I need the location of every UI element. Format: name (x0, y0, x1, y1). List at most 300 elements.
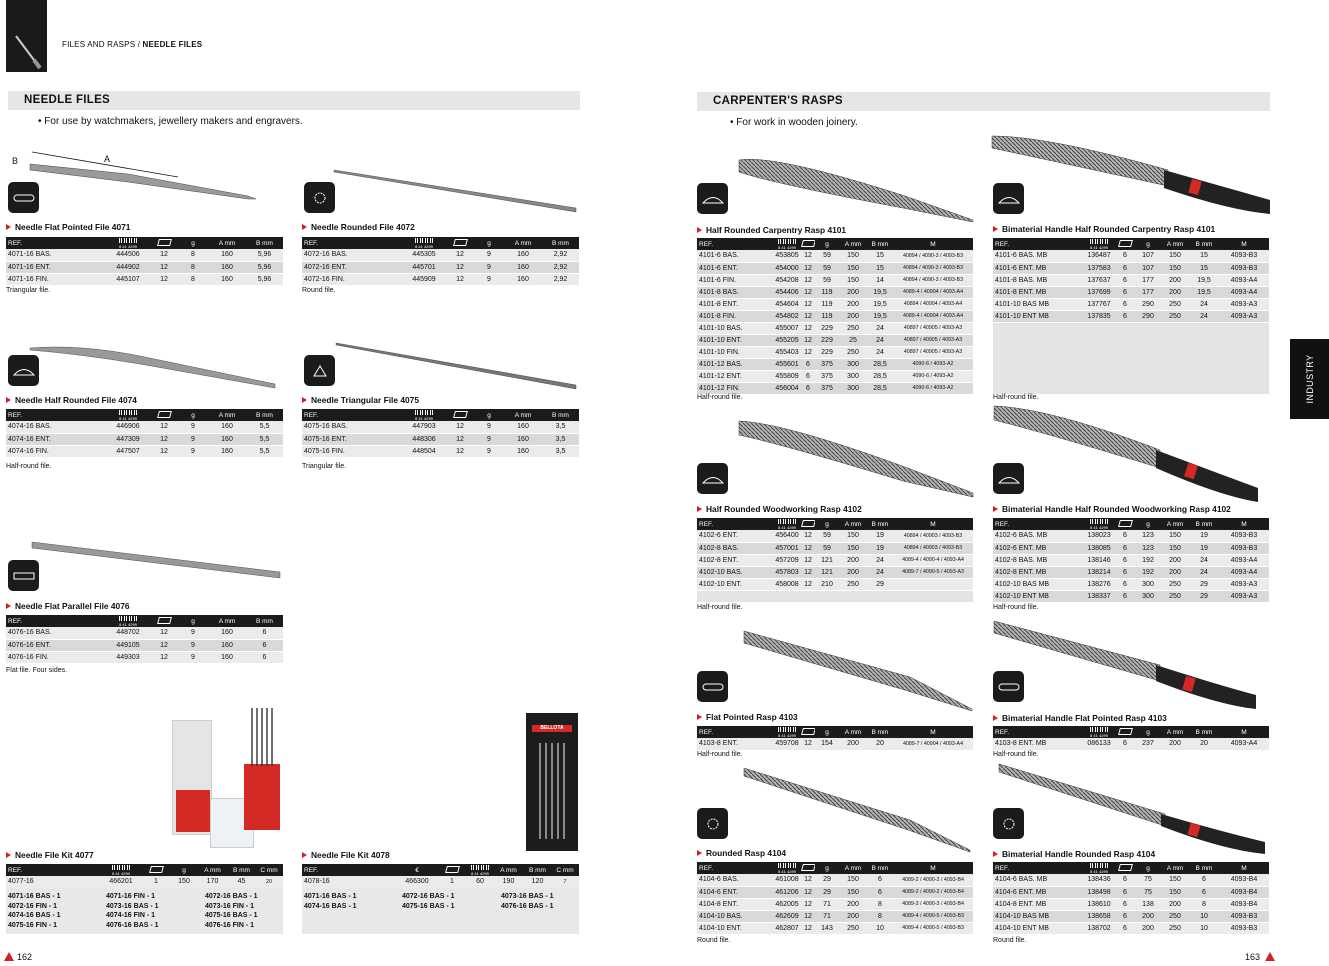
table-cell: 6 (1115, 250, 1135, 262)
breadcrumb-current: NEEDLE FILES (142, 40, 203, 49)
column-header: REF. (697, 518, 773, 530)
table-cell: 9 (178, 639, 208, 651)
table-cell: 6 (1115, 886, 1135, 898)
product-note-4071: Triangular file. (6, 287, 51, 294)
kit-item: 4074-16 FIN - 1 (106, 912, 156, 919)
product-image-4103 (740, 625, 975, 715)
product-note-4103mb: Half-round file. (993, 751, 1039, 758)
table-cell: 138702 (1083, 922, 1115, 934)
product-note-4076: Flat file. Four sides. (6, 667, 68, 674)
column-header: A mm (1161, 726, 1189, 738)
table-cell: 19,5 (1189, 274, 1219, 286)
table-cell: 8 (178, 273, 208, 285)
table-cell: 138610 (1083, 898, 1115, 910)
table-row (6, 876, 283, 888)
table-cell: 12 (446, 249, 474, 261)
table-cell: 28,5 (867, 370, 893, 382)
table-cell: 138085 (1083, 542, 1115, 554)
table-cell: 300 (1135, 578, 1161, 590)
column-header: M (1219, 518, 1269, 530)
table-cell: 138658 (1083, 910, 1115, 922)
product-image-4104 (740, 762, 975, 857)
table-cell: 19,5 (867, 298, 893, 310)
barcode-icon: 8 41 4299 (773, 518, 801, 530)
table-cell: 10 (1189, 910, 1219, 922)
barcode-icon: 8 41 4299 (1083, 726, 1115, 738)
barcode-icon: 8 41 4299 (773, 862, 801, 874)
kit-contents-4077 (6, 888, 283, 934)
table-cell: 9 (474, 433, 504, 445)
column-header: A mm (1161, 862, 1189, 874)
table-cell: 12 (801, 910, 815, 922)
table-cell: 138498 (1083, 886, 1115, 898)
table-cell: 40897 / 40905 / 4093-A3 (893, 346, 973, 358)
product-title-4103mb: Bimaterial Handle Flat Pointed Rasp 4103 (993, 713, 1167, 723)
table-cell: 4102-8 ENT. MB (993, 566, 1083, 578)
table-cell: 6 (246, 639, 283, 651)
barcode-icon: 8 41 4299 (1083, 238, 1115, 250)
table-cell: 160 (208, 249, 246, 261)
table-cell: 4090-6 / 4093-A2 (893, 382, 973, 394)
table-cell: 6 (246, 627, 283, 639)
table-cell: 4102-6 ENT. (697, 530, 773, 542)
column-header: g (178, 409, 208, 421)
table-cell: 4102-10 BAS MB (993, 578, 1083, 590)
table-cell: 160 (208, 433, 246, 445)
section-intro: • For use by watchmakers, jewellery makers and engravers. (38, 116, 303, 127)
table-cell: 4104-6 ENT. (697, 886, 773, 898)
table-cell: 4093-A3 (1219, 590, 1269, 602)
table-cell: 200 (1135, 922, 1161, 934)
table-cell: 107 (1135, 250, 1161, 262)
product-image-4102 (735, 415, 975, 500)
product-title-4102: Half Rounded Woodworking Rasp 4102 (697, 504, 862, 514)
table-cell: 150 (1161, 874, 1189, 886)
table-cell: 4093-B3 (1219, 530, 1269, 542)
table-row (993, 578, 1269, 590)
table-cell: 59 (815, 262, 839, 274)
table-cell: 138023 (1083, 530, 1115, 542)
kit-item: 4074-16 BAS - 1 (304, 902, 357, 910)
table-cell: 12 (801, 738, 815, 750)
table-cell: 6 (1115, 566, 1135, 578)
table-cell: 5,5 (246, 421, 283, 433)
table-cell: 19,5 (867, 286, 893, 298)
spec-table-4102 (697, 518, 973, 591)
column-header: B mm (867, 238, 893, 250)
table-row (993, 874, 1269, 886)
table-cell: 6 (1115, 874, 1135, 886)
table-cell: 2,92 (542, 249, 579, 261)
table-cell: 12 (801, 578, 815, 590)
column-header: g (815, 862, 839, 874)
table-cell: 4074-16 FIN. (6, 445, 106, 457)
table-cell: 4093-B4 (1219, 898, 1269, 910)
table-row (302, 421, 579, 433)
table-row (993, 590, 1269, 602)
table-cell: 454406 (773, 286, 801, 298)
product-note-4101mb: Half-round file. (993, 394, 1039, 401)
column-header: g (474, 237, 504, 249)
table-cell: 459708 (773, 738, 801, 750)
table-cell: 192 (1135, 566, 1161, 578)
table-cell: 6 (867, 874, 893, 886)
table-cell: 4093-B4 (1219, 874, 1269, 886)
table-cell: 250 (839, 578, 867, 590)
table-row (993, 566, 1269, 578)
package-icon (1115, 518, 1135, 530)
table-row (993, 554, 1269, 566)
table-cell: 454802 (773, 310, 801, 322)
table-cell: 15 (867, 250, 893, 262)
product-title-4102mb: Bimaterial Handle Half Rounded Woodworking Rasp 4102 (993, 504, 1231, 514)
spec-table-4076 (6, 615, 283, 664)
table-cell: 150 (839, 274, 867, 286)
table-cell: 24 (867, 346, 893, 358)
table-cell: 75 (1135, 886, 1161, 898)
table-cell: 4072-16 BAS. (302, 249, 402, 261)
table-cell: 6 (1115, 542, 1135, 554)
product-title-4074: Needle Half Rounded File 4074 (6, 395, 137, 405)
table-cell: 4102-6 BAS. MB (993, 530, 1083, 542)
column-header: B mm (867, 518, 893, 530)
table-cell: 4076-16 ENT. (6, 639, 106, 651)
table-cell: 447309 (106, 433, 150, 445)
table-row (697, 886, 973, 898)
table-cell: 2,92 (542, 273, 579, 285)
table-cell: 4101-8 BAS. MB (993, 274, 1083, 286)
table-cell: 290 (1135, 298, 1161, 310)
table-cell: 375 (815, 382, 839, 394)
barcode-icon: 8 41 4299 (106, 237, 150, 249)
table-cell: 200 (839, 286, 867, 298)
table-cell: 4101-10 ENT MB (993, 310, 1083, 322)
table-cell: 4101-10 ENT. (697, 334, 773, 346)
column-header: A mm (1161, 518, 1189, 530)
table-cell: 15 (1189, 262, 1219, 274)
table-cell: 4101-8 BAS. (697, 286, 773, 298)
package-icon (1115, 238, 1135, 250)
table-cell: 200 (839, 910, 867, 922)
table-cell: 9 (474, 249, 504, 261)
kit-item: 4074-16 BAS - 1 (8, 912, 61, 919)
breadcrumb (62, 40, 202, 49)
table-cell: 4076-16 FIN. (6, 651, 106, 663)
column-header: M (1219, 238, 1269, 250)
table-cell: 449105 (106, 639, 150, 651)
table-cell: 59 (815, 542, 839, 554)
table-cell: 4089-7 / 40904 / 4093-A4 (893, 738, 973, 750)
table-cell: 4104-8 ENT. (697, 898, 773, 910)
table-cell: 4093-A3 (1219, 310, 1269, 322)
column-header: g (171, 864, 197, 876)
table-row (993, 898, 1269, 910)
table-cell: 455205 (773, 334, 801, 346)
column-header: g (1135, 726, 1161, 738)
package-icon (1115, 862, 1135, 874)
table-filler (697, 590, 973, 602)
table-cell: 229 (815, 334, 839, 346)
table-cell: 6 (1115, 578, 1135, 590)
table-cell: 160 (208, 261, 246, 273)
table-row (697, 262, 973, 274)
table-row (697, 346, 973, 358)
table-row (302, 261, 579, 273)
table-cell: 12 (150, 421, 178, 433)
table-cell: 12 (446, 421, 474, 433)
table-cell: 24 (1189, 310, 1219, 322)
product-title-4101mb: Bimaterial Handle Half Rounded Carpentry Rasp 4101 (993, 224, 1215, 234)
table-row (697, 298, 973, 310)
table-cell: 4101-10 BAS MB (993, 298, 1083, 310)
column-header: REF. (302, 237, 402, 249)
half-round-profile-icon (697, 463, 728, 494)
table-cell: 160 (504, 261, 542, 273)
table-cell: 123 (1135, 530, 1161, 542)
table-row (993, 298, 1269, 310)
table-cell: 40894 / 4090-3 / 4093-B3 (893, 274, 973, 286)
table-cell: 12 (801, 250, 815, 262)
table-row (993, 922, 1269, 934)
table-cell: 200 (839, 298, 867, 310)
flat-pointed-profile-icon (697, 671, 728, 702)
table-cell: 40897 / 40905 / 4093-A3 (893, 322, 973, 334)
column-header: B mm (524, 864, 551, 876)
table-cell: 12 (801, 346, 815, 358)
table-cell: 210 (815, 578, 839, 590)
column-header: B mm (246, 237, 283, 249)
kit-item: 4072-16 BAS - 1 (402, 893, 455, 900)
table-cell: 4093-B4 (1219, 886, 1269, 898)
table-cell: 24 (867, 322, 893, 334)
column-header: g (1135, 238, 1161, 250)
column-header: B mm (246, 409, 283, 421)
table-cell (893, 578, 973, 590)
table-cell: 160 (208, 421, 246, 433)
table-cell: 4078-16 (302, 876, 397, 888)
package-icon (446, 409, 474, 421)
kit-item: 4076-16 BAS - 1 (501, 902, 554, 910)
table-cell: 29 (867, 578, 893, 590)
category-logo (6, 0, 47, 72)
spec-table-4077 (6, 864, 283, 889)
product-image-4102mb (990, 400, 1262, 505)
table-cell: 12 (150, 433, 178, 445)
table-cell: 4093-A3 (1219, 298, 1269, 310)
spec-table-4075 (302, 409, 579, 458)
table-row (697, 542, 973, 554)
table-cell: 192 (1135, 554, 1161, 566)
table-cell: 150 (839, 250, 867, 262)
table-cell: 5,96 (246, 261, 283, 273)
column-header: M (893, 238, 973, 250)
table-row (697, 554, 973, 566)
spec-table-4101 (697, 238, 973, 395)
table-cell: 40894 / 40903 / 4093-B3 (893, 530, 973, 542)
column-header: M (893, 862, 973, 874)
table-cell: 160 (504, 433, 542, 445)
table-cell: 4104-6 BAS. MB (993, 874, 1083, 886)
product-title-4104mb: Bimaterial Handle Rounded Rasp 4104 (993, 849, 1155, 859)
table-cell: 75 (1135, 874, 1161, 886)
breadcrumb-section: FILES AND RASPS / (62, 40, 141, 49)
table-cell: 4076-16 BAS. (6, 627, 106, 639)
table-cell: 4093-A3 (1219, 578, 1269, 590)
table-cell: 200 (1135, 910, 1161, 922)
table-cell: 25 (839, 334, 867, 346)
table-cell: 12 (801, 298, 815, 310)
table-cell: 5,96 (246, 249, 283, 261)
table-cell: 200 (839, 566, 867, 578)
table-cell: 138436 (1083, 874, 1115, 886)
table-row (697, 578, 973, 590)
table-cell: 12 (801, 334, 815, 346)
table-row (697, 274, 973, 286)
kit-item: 4075-16 FIN - 1 (8, 921, 58, 929)
table-cell: 71 (815, 898, 839, 910)
table-cell: 6 (1189, 886, 1219, 898)
table-cell: 455007 (773, 322, 801, 334)
column-header: REF. (697, 862, 773, 874)
kit-item: 4073-16 BAS - 1 (106, 902, 159, 910)
table-cell: 250 (1161, 298, 1189, 310)
table-cell: 12 (801, 310, 815, 322)
table-cell: 60 (467, 876, 493, 888)
table-cell: 9 (178, 433, 208, 445)
table-cell: 12 (801, 542, 815, 554)
table-cell: 9 (178, 421, 208, 433)
table-row (993, 262, 1269, 274)
table-cell: 137699 (1083, 286, 1115, 298)
table-cell: 150 (1161, 250, 1189, 262)
table-cell: 123 (1135, 542, 1161, 554)
table-row (993, 250, 1269, 262)
table-cell: 4089-4 / 4090-5 / 4093-B3 (893, 910, 973, 922)
table-cell: 4089-3 / 4090-3 / 4093-B4 (893, 898, 973, 910)
package-icon (150, 409, 178, 421)
table-row (697, 370, 973, 382)
barcode-icon: 8 41 4299 (1083, 862, 1115, 874)
side-tab-industry (1290, 339, 1329, 419)
table-cell: 9 (178, 627, 208, 639)
kit-item: 4072-16 FIN - 1 (8, 902, 58, 910)
brand-label: BELLOTA (532, 725, 572, 732)
column-header: REF. (6, 615, 106, 627)
table-row (993, 886, 1269, 898)
column-header: M (1219, 862, 1269, 874)
table-cell: 120 (524, 876, 551, 888)
spec-table-4102mb (993, 518, 1269, 603)
column-header: M (893, 518, 973, 530)
kit-item: 4072-16 BAS - 1 (205, 893, 258, 900)
table-cell: 138214 (1083, 566, 1115, 578)
table-cell: 150 (839, 262, 867, 274)
table-cell: 45 (228, 876, 255, 888)
table-cell: 12 (801, 530, 815, 542)
table-cell: 138146 (1083, 554, 1115, 566)
column-header: REF. (993, 726, 1083, 738)
table-cell: 4102-8 BAS. (697, 542, 773, 554)
table-cell: 177 (1135, 286, 1161, 298)
section-title-needle-files: NEEDLE FILES (8, 91, 580, 110)
product-note-4104: Round file. (697, 937, 731, 944)
table-cell: 6 (867, 886, 893, 898)
table-cell: 3,5 (542, 421, 579, 433)
column-header: A mm (504, 237, 542, 249)
table-cell: 6 (1115, 922, 1135, 934)
table-cell: 24 (867, 566, 893, 578)
column-header: REF. (302, 864, 397, 876)
table-cell: 458008 (773, 578, 801, 590)
table-cell: 375 (815, 358, 839, 370)
spec-table-4104mb (993, 862, 1269, 935)
table-cell: 160 (208, 445, 246, 457)
table-cell: 6 (1115, 262, 1135, 274)
table-cell: 4102-10 ENT. (697, 578, 773, 590)
column-header: A mm (493, 864, 524, 876)
table-cell: 3,5 (542, 445, 579, 457)
table-cell: 12 (801, 922, 815, 934)
package-icon (150, 615, 178, 627)
table-cell: 10 (867, 922, 893, 934)
table-cell: 12 (801, 262, 815, 274)
column-header: REF. (6, 237, 106, 249)
table-cell: 446906 (106, 421, 150, 433)
table-cell: 250 (839, 346, 867, 358)
table-cell: 160 (504, 445, 542, 457)
table-cell: 4075-16 FIN. (302, 445, 402, 457)
table-cell: 150 (839, 874, 867, 886)
table-cell: 4071-16 BAS. (6, 249, 106, 261)
table-cell: 2,92 (542, 261, 579, 273)
spec-table-4103 (697, 726, 973, 751)
table-cell: 24 (1189, 554, 1219, 566)
product-note-4103: Half-round file. (697, 751, 743, 758)
table-cell: 4101-8 ENT. (697, 298, 773, 310)
table-cell: 59 (815, 274, 839, 286)
table-row (6, 273, 283, 285)
table-cell: 457001 (773, 542, 801, 554)
column-header: REF. (993, 862, 1083, 874)
product-image-4101mb (988, 130, 1273, 220)
table-cell: 447507 (106, 445, 150, 457)
table-cell: 448702 (106, 627, 150, 639)
table-row (302, 876, 579, 888)
table-row (6, 261, 283, 273)
table-cell: 466201 (101, 876, 141, 888)
table-cell: 12 (150, 639, 178, 651)
table-cell: 143 (815, 922, 839, 934)
table-cell: 29 (815, 886, 839, 898)
column-header: REF. (697, 238, 773, 250)
table-cell: 12 (446, 433, 474, 445)
column-header: B mm (867, 726, 893, 738)
spec-table-4104 (697, 862, 973, 935)
barcode-icon: 8 41 4299 (1083, 518, 1115, 530)
kit-item: 4073-16 BAS - 1 (501, 893, 554, 900)
product-image-4075 (330, 335, 580, 395)
product-image-4101 (735, 150, 975, 225)
table-cell: 4104-10 ENT MB (993, 922, 1083, 934)
table-cell: 137637 (1083, 274, 1115, 286)
table-cell: 4075-16 ENT. (302, 433, 402, 445)
table-cell: 4101-8 FIN. (697, 310, 773, 322)
product-title-4104: Rounded Rasp 4104 (697, 848, 786, 858)
table-cell: 1 (437, 876, 467, 888)
table-cell: 119 (815, 298, 839, 310)
column-header: B mm (542, 409, 579, 421)
table-cell: 12 (150, 627, 178, 639)
